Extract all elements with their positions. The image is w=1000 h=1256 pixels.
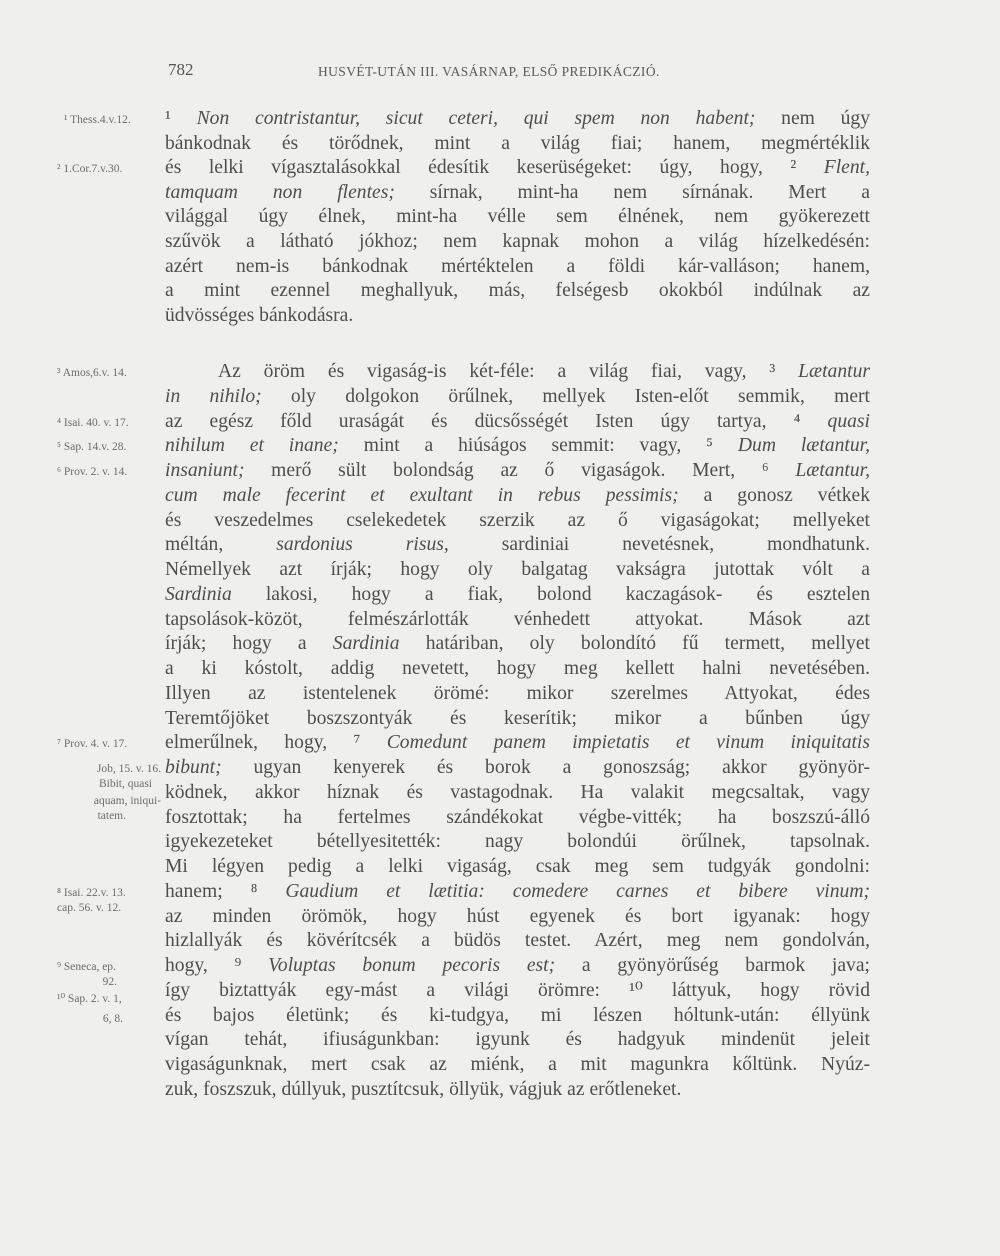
text-line: a mint ezennel meghallyuk, más, felségesb okokból indúlnak az xyxy=(165,280,870,302)
margin-note: ¹⁰ Sap. 2. v. 1, xyxy=(57,993,122,1006)
text-line: ¹ Non contristantur, sicut ceteri, qui spem non habent; nem úgy xyxy=(165,108,871,129)
margin-note: cap. 56. v. 12. xyxy=(57,901,122,914)
margin-note: Job, 15. v. 16. xyxy=(96,763,161,775)
text-line: bánkodnak és törődnek, mint a világ fiai; hanem, megmértéklik xyxy=(165,132,870,154)
text-line: írják; hogy a Sardinia határiban, oly bolondító fű termett, mellyet xyxy=(165,633,870,655)
text-line: igyekezeteket bétellyesitették: nagy bolondúi örűlnek, tapsolnak. xyxy=(165,831,870,853)
text-line: fosztottak; ha fertelmes szándékokat végbe-vitték; ha boszszú-álló xyxy=(165,806,870,828)
text-line: az egész főld uraságát és dücsősségét Isten úgy tartya, ⁴ quasi xyxy=(165,410,870,432)
margin-note: ⁵ Sap. 14.v. 28. xyxy=(57,441,127,454)
text-line: így biztattyák egy-mást a világi örömre: ¹⁰ láttyuk, hogy rövid xyxy=(165,979,870,1001)
text-line: az minden örömök, hogy húst egyenek és bort igyanak: hogy xyxy=(165,905,870,927)
text-line: bibunt; ugyan kenyerek és borok a gonoszság; akkor gyönyör- xyxy=(165,757,870,778)
text-line: Teremtőjöket boszszontyák és keserítik; mikor a bűnben úgy xyxy=(165,707,870,729)
text-line: azért nem-is bánkodnak mértéktelen a földi kár-valláson; hanem, xyxy=(165,255,870,277)
margin-note: Bibit, quasi xyxy=(98,777,152,790)
text-line: vigaságunknak, mert csak az miénk, a mit magunkra kőltünk. Nyúz- xyxy=(165,1054,870,1075)
text-line: Az öröm és vigaság-is két-féle: a világ fiai, vagy, ³ Lætantur xyxy=(218,361,870,382)
text-line: tapsolások-közöt, felmészárlották vénhedett attyokat. Mások azt xyxy=(165,608,870,630)
margin-note: ⁴ Isai. 40. v. 17. xyxy=(57,416,129,429)
text-line: nihilum et inane; mint a hiúságos semmit: vagy, ⁵ Dum lætantur, xyxy=(165,435,870,457)
page-number: 782 xyxy=(168,60,194,79)
text-line: szűvök a látható jókhoz; nem kapnak mohon a világ hízelkedésén: xyxy=(165,231,870,252)
text-line: üdvösséges bánkodásra. xyxy=(165,304,354,326)
margin-note: ⁹ Seneca, ep. xyxy=(57,961,116,973)
text-line: és bajos életünk; és ki-tudgya, mi lészen hóltunk-után: éllyünk xyxy=(165,1004,870,1026)
text-line: Illyen az istentelenek örömé: mikor szerelmes Attyokat, édes xyxy=(165,682,870,704)
text-line: tamquam non flentes; sírnak, mint-ha nem sírnának. Mert a xyxy=(165,181,870,203)
text-line: és veszedelmes cselekedetek szerzik az ő vigaságokat; mellyeket xyxy=(165,509,870,531)
margin-note: tatem. xyxy=(97,810,126,823)
margin-note: 92. xyxy=(102,975,117,988)
text-line: Némellyek azt írják; hogy oly balgatag vakságra jutottak vólt a xyxy=(165,559,870,580)
text-line: a ki kóstolt, addig nevetett, hogy meg kellett halni nevetésében. xyxy=(165,658,870,679)
text-line: méltán, sardonius risus, sardiniai nevetésnek, mondhatunk. xyxy=(165,534,870,556)
margin-note: ¹ Thess.4.v.12. xyxy=(64,114,131,126)
text-line: cum male fecerint et exultant in rebus pessimis; a gonosz vétkek xyxy=(165,484,870,506)
text-line: hanem; ⁸ Gaudium et lætitia: comedere carnes et bibere vinum; xyxy=(165,880,870,902)
margin-note: aquam, iniqui- xyxy=(93,795,161,808)
text-line: Mi légyen pedig a lelki vigaság, csak meg sem tudgyák gondolni: xyxy=(165,856,870,877)
margin-note: ² 1.Cor.7.v.30. xyxy=(57,163,123,176)
text-line: hizlallyák és kövérítcsék a büdös testet. Azért, meg nem gondolván, xyxy=(165,930,870,952)
text-line: in nihilo; oly dolgokon örűlnek, mellyek Isten-előt semmik, mert xyxy=(165,385,871,407)
text-line: és lelki vígasztalásokkal édesítik keserüségeket: úgy, hogy, ² Flent, xyxy=(165,157,870,179)
text-line: hogy, ⁹ Voluptas bonum pecoris est; a gyönyörűség barmok java; xyxy=(165,955,870,976)
margin-note: ⁸ Isai. 22.v. 13. xyxy=(57,886,126,899)
text-line: elmerűlnek, hogy, ⁷ Comedunt panem impietatis et vinum iniquitatis xyxy=(165,732,871,754)
margin-note: ⁶ Prov. 2. v. 14. xyxy=(57,466,128,478)
text-line: vígan tehát, ifiuságunkban: igyunk és hadgyuk mindenüt jeleit xyxy=(165,1029,870,1051)
margin-note: ³ Amos,6.v. 14. xyxy=(57,367,127,379)
text-line: Sardinia lakosi, hogy a fiak, bolond kaczagások- és esztelen xyxy=(165,583,870,605)
margin-note: ⁷ Prov. 4. v. 17. xyxy=(57,738,128,751)
text-line: világgal úgy élnek, mint-ha vélle sem élnének, nem gyökerezett xyxy=(165,206,870,228)
text-line: zuk, foszszuk, dúllyuk, pusztítcsuk, öllyük, vágjuk az erőtleneket. xyxy=(165,1078,682,1100)
text-line: ködnek, akkor híznak és vastagodnak. Ha valakit megcsaltak, vagy xyxy=(165,781,870,803)
margin-note: 6, 8. xyxy=(102,1012,123,1025)
text-line: insaniunt; merő sült bolondság az ő vigaságok. Mert, ⁶ Lætantur, xyxy=(165,460,870,481)
running-head: HUSVÉT-UTÁN III. VASÁRNAP, ELSŐ PREDIKÁCZIÓ. xyxy=(318,64,660,79)
